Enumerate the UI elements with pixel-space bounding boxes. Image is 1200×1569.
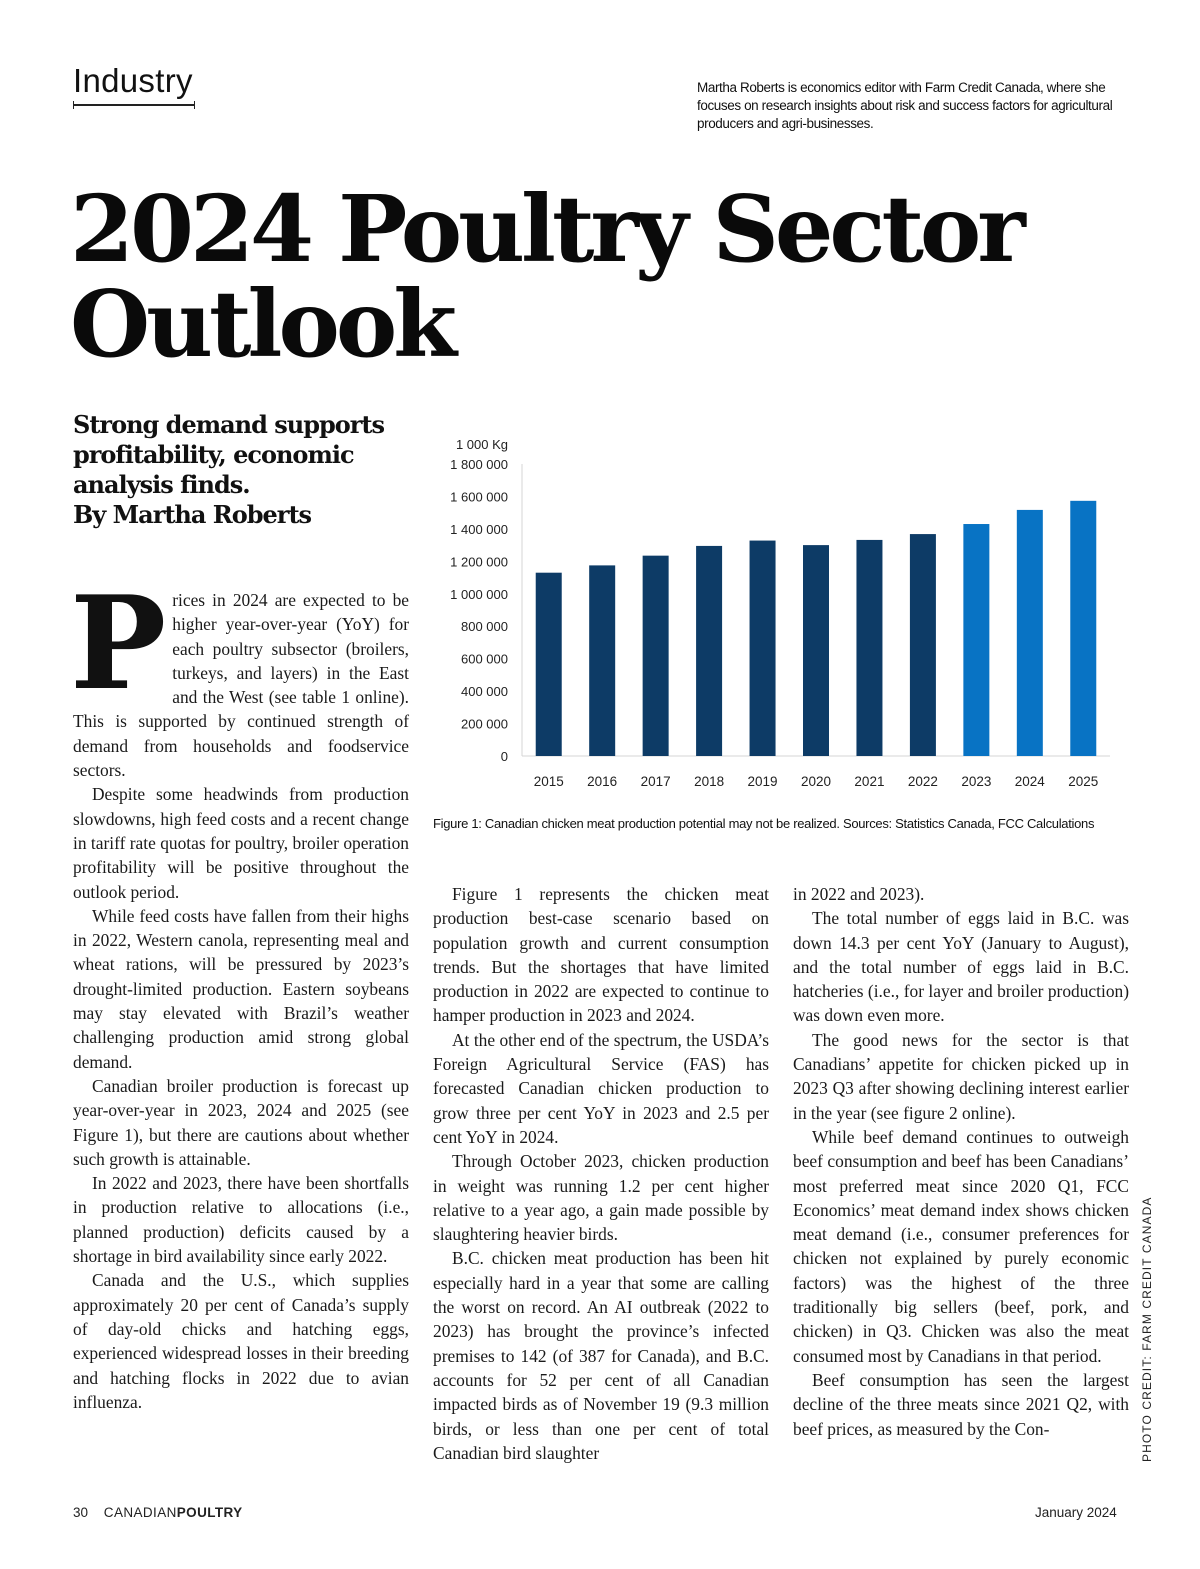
y-tick-label: 800 000	[461, 619, 508, 635]
y-tick-label: 0	[500, 749, 508, 764]
paragraph: In 2022 and 2023, there have been shortfalls in production relative to allocations (i.e., planned production) deficits caused by a shortage in bird availability since early 2022.	[73, 1173, 409, 1267]
figure-caption: Figure 1: Canadian chicken meat production potential may not be realized. Sources: Statistics Canada, FCC Calculations	[433, 816, 1095, 831]
y-unit-label: 1 000 Kg	[455, 437, 508, 452]
paragraph: Despite some headwinds from production slowdowns, high feed costs and a recent change in tariff rate quotas for poultry, broiler operation profitability will be positive throughout the outlook period.	[73, 784, 409, 902]
x-tick-label: 2017	[640, 774, 671, 789]
photo-credit: PHOTO CREDIT: FARM CREDIT CANADA	[1140, 1196, 1154, 1462]
paragraph: The total number of eggs laid in B.C. was down 14.3 per cent YoY (January to August), and the total number of eggs laid in B.C. hatcheries (i.e., for layer and broiler production) was down even more.	[793, 908, 1129, 1026]
publication-name-bold: POULTRY	[176, 1505, 243, 1520]
column-1	[70, 569, 409, 1414]
y-tick-label: 1 400 000	[450, 521, 508, 537]
paragraph: B.C. chicken meat production has been hit especially hard in a year that some are calling the worst on record. An AI outbreak (2022 to 2023) has brought the province’s infected premises to 142 (of 387 for Canada), and B.C. accounts for 52 per cent of all Canadian impacted birds as of November 19 (9.3 million birds, or less than one per cent of total Canadian bird slaughter	[433, 1248, 769, 1463]
paragraph: The good news for the sector is that Canadians’ appetite for chicken picked up in 2023 Q3 after showing declining interest earlier in the year (see figure 2 online).	[793, 1029, 1129, 1123]
y-tick-label: 600 000	[461, 651, 508, 667]
title-line-2: Outlook	[70, 270, 453, 378]
paragraph: Figure 1 represents the chicken meat production best-case scenario based on population growth and current consumption trends. But the shortages that have limited production in 2022 are expected to continue to hamper production in 2023 and 2024.	[433, 884, 769, 1026]
bar-2022	[910, 534, 936, 756]
bar-2020	[803, 545, 829, 756]
bar-2016	[589, 565, 615, 756]
x-tick-label: 2021	[854, 774, 885, 789]
x-tick-label: 2016	[587, 774, 618, 789]
y-tick-label: 1 600 000	[450, 489, 508, 505]
x-tick-label: 2018	[694, 774, 725, 789]
bar-2021	[856, 540, 882, 756]
paragraph: While beef demand continues to outweigh beef consumption and beef has been Canadians’ most preferred meat since 2020 Q1, FCC Economics’ meat demand index shows chicken meat demand (i.e., consumer preferences for chicken not explained by purely economic factors) was the highest of the three traditionally big sellers (beef, pork, and chicken) in Q3. Chicken was also the meat consumed most by Canadians in that period.	[793, 1126, 1129, 1366]
bar-2015	[536, 573, 562, 756]
paragraph: Beef consumption has seen the largest decline of the three meats since 2021 Q2, with beef prices, as measured by the Con-	[793, 1369, 1129, 1439]
production-bar-chart	[430, 432, 1120, 802]
bar-2025	[1070, 501, 1096, 756]
x-tick-label: 2022	[907, 774, 938, 789]
publication-name-light: CANADIAN	[103, 1505, 177, 1520]
x-tick-label: 2015	[533, 774, 564, 789]
y-tick-label: 1 200 000	[450, 554, 508, 570]
paragraph: rices in 2024 are expected to be higher year-over-year (YoY) for each poultry subsector (broilers, turkeys, and layers) in the East and the West (see table 1 online). This is supported by continued strength of demand from households and foodservice sectors.	[73, 590, 409, 781]
section-rule	[73, 104, 195, 106]
footer-left	[73, 1505, 243, 1520]
article-title	[70, 175, 1170, 378]
paragraph: At the other end of the spectrum, the USDA’s Foreign Agricultural Service (FAS) has forecasted Canadian chicken production to grow three per cent YoY in 2023 and 2.5 per cent YoY in 2024.	[433, 1029, 769, 1147]
column-2	[433, 882, 769, 1465]
x-tick-label: 2024	[1014, 774, 1045, 789]
paragraph: Canadian broiler production is forecast up year-over-year in 2023, 2024 and 2025 (see Figure 1), but there are cautions about whether such growth is attainable.	[73, 1075, 409, 1169]
x-tick-label: 2025	[1068, 774, 1099, 789]
x-tick-label: 2020	[800, 774, 832, 789]
article-deck	[73, 410, 413, 530]
y-tick-label: 1 000 000	[450, 586, 508, 602]
y-tick-label: 200 000	[461, 716, 508, 732]
publication-name	[104, 1505, 243, 1520]
bar-2019	[750, 541, 776, 756]
x-tick-label: 2023	[961, 774, 992, 789]
column-3	[793, 882, 1129, 1441]
title-line-1: 2024 Poultry Sector	[70, 175, 1022, 283]
issue-date: January 2024	[1035, 1505, 1117, 1520]
bar-2018	[696, 546, 722, 756]
drop-cap: P	[70, 569, 167, 719]
deck-text: Strong demand supports profitability, economic analysis finds.	[73, 410, 385, 499]
x-tick-label: 2019	[747, 774, 778, 789]
paragraph: While feed costs have fallen from their highs in 2022, Western canola, representing meal and wheat rations, will be pressured by 2023’s drought-limited production. Eastern soybeans may stay elevated with Brazil’s weather challenging production amid strong global demand.	[73, 905, 409, 1072]
y-tick-label: 400 000	[461, 684, 508, 700]
bar-2017	[643, 556, 669, 756]
bar-2024	[1017, 510, 1043, 756]
byline: By Martha Roberts	[73, 500, 312, 529]
paragraph: in 2022 and 2023).	[793, 884, 925, 904]
author-bio: Martha Roberts is economics editor with Farm Credit Canada, where she focuses on research insights about risk and success factors for agricultural producers and agri-businesses.	[697, 80, 1113, 131]
bar-2023	[963, 524, 989, 756]
page-number: 30	[73, 1505, 89, 1520]
paragraph: Through October 2023, chicken production in weight was running 1.2 per cent higher relative to a year ago, a gain made possible by slaughtering heavier birds.	[433, 1151, 769, 1245]
paragraph: Canada and the U.S., which supplies approximately 20 per cent of Canada’s supply of day-old chicks and hatching eggs, experienced widespread losses in their breeding and hatching flocks in 2022 due to avian influenza.	[73, 1270, 409, 1412]
section-label: Industry	[73, 62, 193, 99]
y-tick-label: 1 800 000	[450, 457, 508, 472]
